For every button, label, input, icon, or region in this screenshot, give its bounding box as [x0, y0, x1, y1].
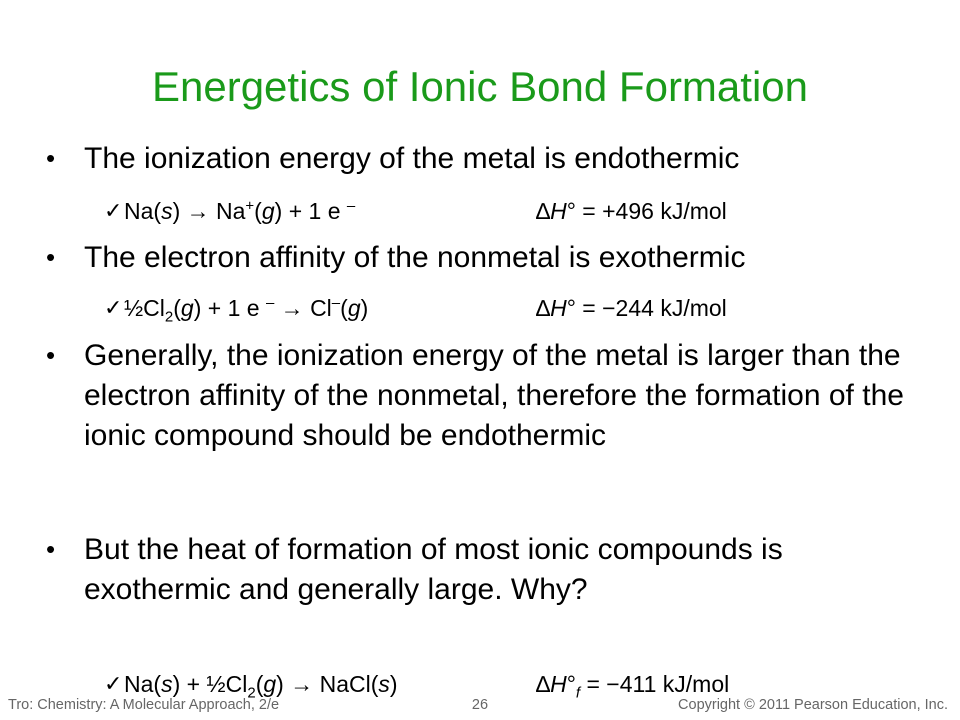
footer-copyright: Copyright © 2011 Pearson Education, Inc. — [678, 697, 948, 713]
checkmark-icon: ✓ — [104, 295, 123, 320]
bullet-dot-icon: • — [46, 242, 56, 272]
equation-ionization: Na(s) → Na+(g) + 1 e – — [124, 197, 356, 224]
footer-page-number: 26 — [471, 697, 489, 713]
enthalpy-affinity: ∆H° = −244 kJ/mol — [536, 295, 727, 321]
checkmark-icon: ✓ — [104, 198, 123, 223]
slide-title: Energetics of Ionic Bond Formation — [151, 63, 808, 110]
enthalpy-ionization: ∆H° = +496 kJ/mol — [536, 198, 727, 224]
footer-citation: Tro: Chemistry: A Molecular Approach, 2/e — [8, 697, 280, 713]
bullet-text: But the heat of formation of most ionic compounds is exothermic and generally large. Why? — [84, 533, 783, 606]
checkmark-icon: ✓ — [104, 671, 123, 696]
bullet-text: The ionization energy of the metal is endothermic — [84, 142, 740, 175]
enthalpy-formation: $\Delta H^\circ_f = -411$ kJ/mol — [536, 671, 730, 702]
bullet-text: The electron affinity of the nonmetal is exothermic — [84, 241, 746, 274]
equation-formation: $Na(s) + \frac{1}{2}Cl_2(g)$ → NaCl(s) — [124, 671, 398, 702]
bullet-dot-icon: • — [46, 534, 56, 564]
bullet-dot-icon: • — [46, 143, 56, 173]
bullet-text: Generally, the ionization energy of the metal is larger than the electron affinity of the nonmetal, therefore the formation of the ionic compound should be endothermic — [84, 339, 904, 452]
bullet-dot-icon: • — [46, 340, 56, 370]
equation-affinity: $\frac{1}{2}Cl_2(g) + 1$ e – → Cl–(g) — [124, 294, 369, 326]
